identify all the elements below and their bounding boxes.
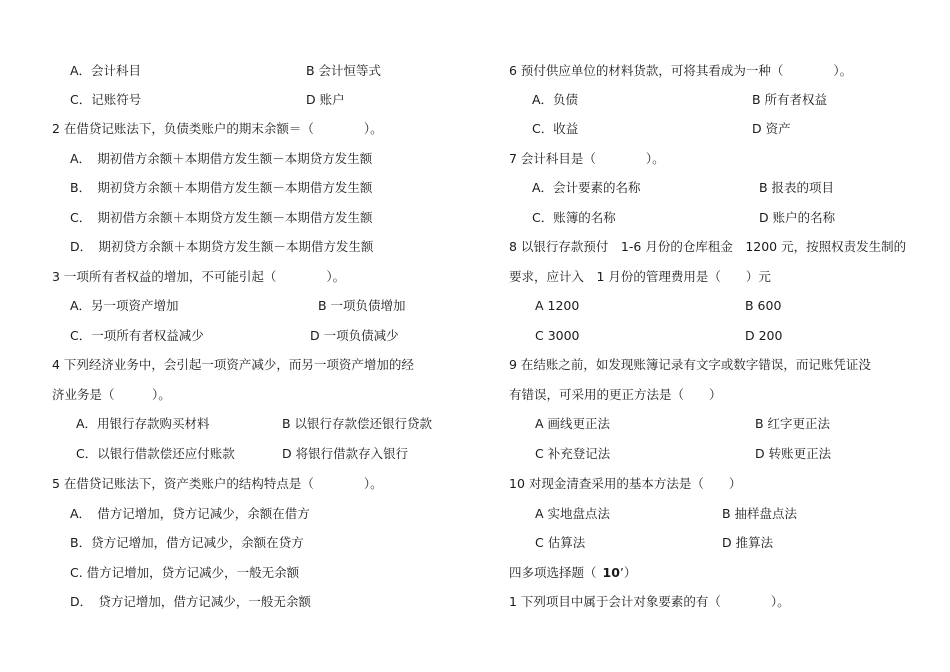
q5-option-b: B．贷方记增加，借方记减少，余额在贷方 (70, 535, 304, 550)
q3-option-d: D 一项负债减少 (310, 328, 399, 343)
q1-option-c: C．记账符号 (70, 92, 142, 107)
q2-option-d: D． 期初贷方余额＋本期贷方发生额－本期借方发生额 (70, 239, 374, 254)
q7-stem: 7 会计科目是（ ）。 (509, 151, 665, 166)
q4-option-c: C．以银行借款偿还应付账款 (76, 446, 235, 461)
q6-stem: 6 预付供应单位的材料货款，可将其看成为一种（ ）。 (509, 63, 853, 78)
q8-option-d: D 200 (745, 328, 783, 343)
q2-option-b: B． 期初贷方余额＋本期借方发生额－本期借方发生额 (70, 180, 373, 195)
q6-option-b: B 所有者权益 (752, 92, 828, 107)
q7-option-c: C．账簿的名称 (532, 210, 616, 225)
q1-option-a: A．会计科目 (70, 63, 142, 78)
q5-stem: 5 在借贷记账法下，资产类账户的结构特点是（ ）。 (52, 476, 383, 491)
q8-stem-line2: 要求，应计入 1 月份的管理费用是（ ）元 (509, 269, 771, 284)
q10-option-a: A 实地盘点法 (535, 506, 611, 521)
section4-title: 四多项选择题（ (509, 565, 597, 580)
q8-option-a: A 1200 (535, 298, 580, 313)
q9-option-d: D 转账更正法 (755, 446, 832, 461)
q9-option-b: B 红字更正法 (755, 416, 831, 431)
q8-option-c: C 3000 (535, 328, 580, 343)
q9-stem-line1: 9 在结账之前，如发现账簿记录有文字或数字错误，而记账凭证没 (509, 357, 871, 372)
q2-option-a: A． 期初借方余额＋本期借方发生额－本期贷方发生额 (70, 151, 373, 166)
q7-option-d: D 账户的名称 (759, 210, 836, 225)
q4-option-d: D 将银行借款存入银行 (282, 446, 409, 461)
q7-option-b: B 报表的项目 (759, 180, 835, 195)
q5-option-d: D． 贷方记增加，借方记减少，一般无余额 (70, 594, 311, 609)
q10-option-c: C 估算法 (535, 535, 586, 550)
m1-stem: 1 下列项目中属于会计对象要素的有（ ）。 (509, 594, 790, 609)
q4-stem-line1: 4 下列经济业务中，会引起一项资产减少，而另一项资产增加的经 (52, 357, 414, 372)
q4-stem-line2: 济业务是（ ）。 (52, 387, 171, 402)
q6-option-c: C．收益 (532, 121, 579, 136)
q6-option-d: D 资产 (752, 121, 791, 136)
q3-stem: 3 一项所有者权益的增加，不可能引起（ ）。 (52, 269, 346, 284)
q9-option-a: A 画线更正法 (535, 416, 611, 431)
q3-option-b: B 一项负债增加 (318, 298, 406, 313)
q10-option-b: B 抽样盘点法 (722, 506, 798, 521)
q1-option-d: D 账户 (306, 92, 345, 107)
section4-points: 10 (602, 565, 620, 580)
q9-option-c: C 补充登记法 (535, 446, 611, 461)
q4-option-a: A．用银行存款购买材料 (76, 416, 210, 431)
section4-tail: ’） (619, 565, 637, 580)
q9-stem-line2: 有错误，可采用的更正方法是（ ） (509, 387, 722, 402)
q6-option-a: A．负债 (532, 92, 579, 107)
q3-option-a: A．另一项资产增加 (70, 298, 179, 313)
q8-option-b: B 600 (745, 298, 782, 313)
q3-option-c: C．一项所有者权益减少 (70, 328, 204, 343)
q8-stem-line1: 8 以银行存款预付 1-6 月份的仓库租金 1200 元，按照权责发生制的 (509, 239, 907, 254)
section4-heading (509, 565, 636, 581)
q2-stem: 2 在借贷记账法下，负债类账户的期末余额＝（ ）。 (52, 121, 383, 136)
q10-option-d: D 推算法 (722, 535, 774, 550)
q1-option-b: B 会计恒等式 (306, 63, 382, 78)
q4-option-b: B 以银行存款偿还银行贷款 (282, 416, 433, 431)
q2-option-c: C． 期初借方余额＋本期贷方发生额－本期借方发生额 (70, 210, 373, 225)
q7-option-a: A．会计要素的名称 (532, 180, 641, 195)
q5-option-c: C. 借方记增加，贷方记减少，一般无余额 (70, 565, 300, 580)
q5-option-a: A． 借方记增加，贷方记减少，余额在借方 (70, 506, 310, 521)
q10-stem: 10 对现金清查采用的基本方法是（ ） (509, 476, 742, 491)
